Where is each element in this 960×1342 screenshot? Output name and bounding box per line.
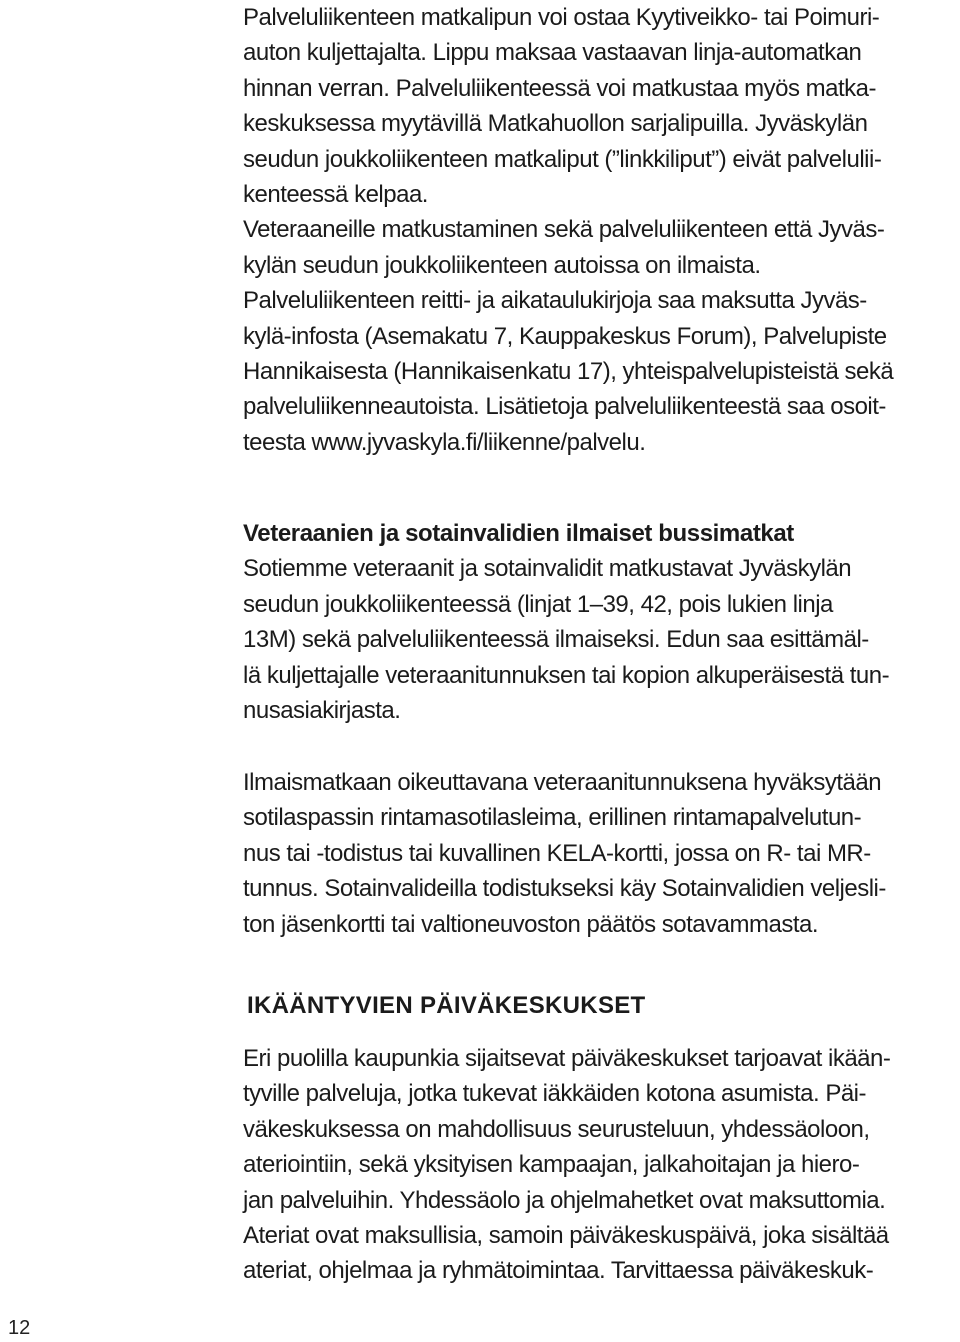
text-line: ton jäsenkortti tai valtioneuvoston päätös sotavammasta.: [243, 910, 818, 938]
text-line: kylän seudun joukkoliikenteen autoissa on ilmaista.: [243, 251, 761, 279]
text-line: Palveluliikenteen matkalipun voi ostaa Kyytiveikko- tai Poimuri-: [243, 4, 880, 31]
text-line: kylä-infosta (Asemakatu 7, Kauppakeskus Forum), Palvelupiste: [243, 322, 887, 350]
text-line: Eri puolilla kaupunkia sijaitsevat päiväkeskukset tarjoavat ikään-: [243, 1045, 891, 1072]
text-line: Ilmaismatkaan oikeuttavana veteraanitunnuksena hyväksytään: [243, 769, 882, 796]
text-line: Palveluliikenteen reitti- ja aikataulukirjoja saa maksutta Jyväs-: [243, 287, 867, 315]
text-line: ateriointiin, sekä yksityisen kampaajan, jalkahoitajan ja hiero-: [243, 1151, 860, 1179]
text-line: teesta www.jyvaskyla.fi/liikenne/palvelu.: [243, 428, 646, 456]
text-line: tunnus. Sotainvalideilla todistukseksi käy Sotainvalidien veljesli-: [243, 875, 886, 903]
veterans-heading: Veteraanien ja sotainvalidien ilmaiset bussimatkat: [243, 520, 794, 547]
paragraph-ticket-info: [243, 0, 893, 460]
text-line: ateriat, ohjelmaa ja ryhmätoimintaa. Tarvittaessa päiväkeskuk-: [243, 1257, 874, 1285]
text-line: hinnan verran. Palveluliikenteessä voi matkustaa myös matka-: [243, 74, 876, 102]
text-line: väkeskuksessa on mahdollisuus seurusteluun, yhdessäoloon,: [243, 1115, 870, 1143]
page-number: 12: [8, 1317, 31, 1339]
text-line: seudun joukkoliikenteessä (linjat 1–39, 42, pois lukien linja: [243, 590, 833, 618]
text-line: kenteessä kelpaa.: [243, 181, 428, 209]
text-line: auton kuljettajalta. Lippu maksaa vastaavan linja-automatkan: [243, 39, 862, 67]
text-line: keskuksessa myytävillä Matkahuollon sarjalipuilla. Jyväskylän: [243, 110, 868, 138]
text-line: sotilaspassin rintamasotilasleima, erillinen rintamapalvelutun-: [243, 804, 862, 832]
text-line: Ateriat ovat maksullisia, samoin päiväkeskuspäivä, joka sisältää: [243, 1222, 889, 1250]
section-title: IKÄÄNTYVIEN PÄIVÄKESKUKSET: [247, 992, 646, 1019]
text-line: nus tai -todistus tai kuvallinen KELA-kortti, jossa on R- tai MR-: [243, 839, 871, 867]
text-line: Sotiemme veteraanit ja sotainvalidit matkustavat Jyväskylän: [243, 555, 852, 583]
paragraph-veteran-id: [243, 765, 886, 942]
day-centers-body: [243, 1041, 890, 1289]
text-line: seudun joukkoliikenteen matkaliput (”linkkiliput”) eivät palvelulii-: [243, 145, 882, 173]
text-line: jan palveluihin. Yhdessäolo ja ohjelmahetket ovat maksuttomia.: [243, 1186, 886, 1214]
text-line: nusasiakirjasta.: [243, 697, 401, 725]
text-line: Veteraaneille matkustaminen sekä palveluliikenteen että Jyväs-: [243, 216, 885, 244]
text-line: tyville palveluja, jotka tukevat iäkkäiden kotona asumista. Päi-: [243, 1080, 867, 1108]
text-line: lä kuljettajalle veteraanitunnuksen tai kopion alkuperäisestä tun-: [243, 661, 890, 689]
text-line: palveluliikenneautoista. Lisätietoja palveluliikenteestä saa osoit-: [243, 393, 886, 421]
text-line: 13M) sekä palveluliikenteessä ilmaiseksi. Edun saa esittämäl-: [243, 626, 869, 654]
veterans-section: [243, 516, 889, 728]
text-line: Hannikaisesta (Hannikaisenkatu 17), yhteispalvelupisteistä sekä: [243, 358, 894, 386]
